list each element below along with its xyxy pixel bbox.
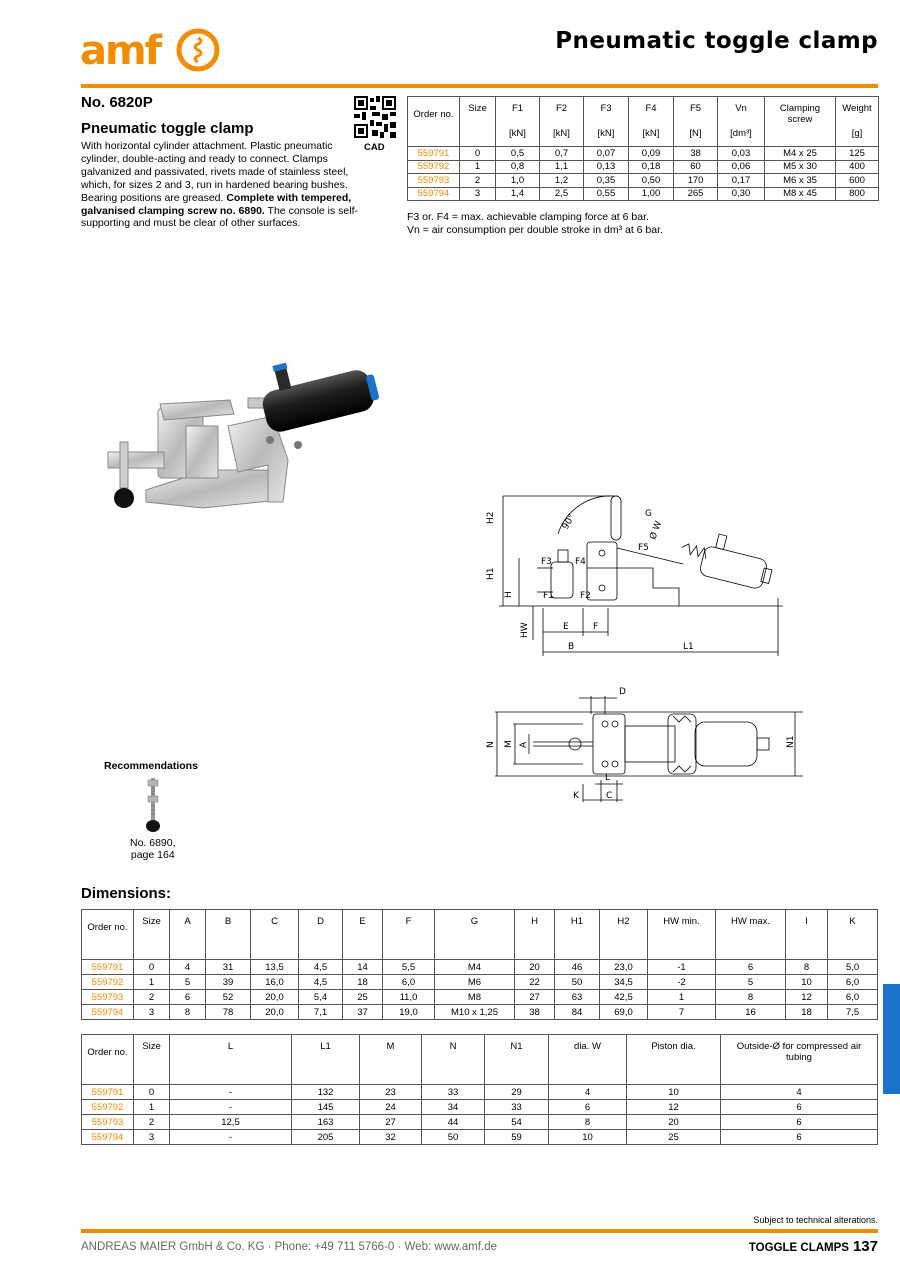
order-number-link[interactable]: 559791 xyxy=(82,1085,134,1100)
table-cell: 0,17 xyxy=(718,174,765,188)
table-cell: 0,5 xyxy=(496,147,540,161)
table-cell: 1 xyxy=(648,990,716,1005)
label-G: G xyxy=(645,509,652,519)
table-cell: 6 xyxy=(170,990,206,1005)
table-cell: 69,0 xyxy=(600,1005,648,1020)
label-A: A xyxy=(519,741,529,748)
table-cell: 4 xyxy=(549,1085,627,1100)
column-header: HW max. xyxy=(716,910,786,960)
column-header: L xyxy=(170,1035,292,1085)
table-cell: 6,0 xyxy=(828,975,878,990)
table-cell: 27 xyxy=(515,990,555,1005)
recommendations-caption xyxy=(130,837,176,861)
table-cell: 0,09 xyxy=(629,147,674,161)
table-cell: M4 x 25 xyxy=(765,147,836,161)
column-header: Size xyxy=(134,910,170,960)
table-cell: 600 xyxy=(836,174,879,188)
table-cell: 163 xyxy=(292,1115,360,1130)
table-cell: 20,0 xyxy=(251,990,299,1005)
table-cell: 4,5 xyxy=(299,960,343,975)
order-number-link[interactable]: 559794 xyxy=(82,1130,134,1145)
note-air: Vn = air consumption per double stroke in dm³ at 6 bar. xyxy=(407,224,663,236)
desc-bold: Complete with tempered, galvanised clamping screw no. 6890. xyxy=(81,191,352,217)
table-cell: 54 xyxy=(485,1115,549,1130)
spec-header-f3: F3 [kN] xyxy=(584,97,629,147)
section-tab[interactable] xyxy=(883,984,900,1094)
spec-header-f5: F5 [N] xyxy=(674,97,718,147)
table-cell: 6 xyxy=(549,1100,627,1115)
table-cell: 0,06 xyxy=(718,160,765,174)
label-K: K xyxy=(573,791,579,801)
label-B: B xyxy=(568,642,575,652)
spec-header-weight: Weight [g] xyxy=(836,97,879,147)
order-number-link[interactable]: 559794 xyxy=(82,1005,134,1020)
table-cell: 1,2 xyxy=(540,174,584,188)
table-cell: 0,07 xyxy=(584,147,629,161)
table-cell: 16,0 xyxy=(251,975,299,990)
spec-header-f2: F2 [kN] xyxy=(540,97,584,147)
table-cell: 3 xyxy=(460,187,496,201)
order-number-link[interactable]: 559792 xyxy=(82,1100,134,1115)
table-cell: 0,7 xyxy=(540,147,584,161)
table-cell: 4,5 xyxy=(299,975,343,990)
bottom-divider xyxy=(81,1229,878,1233)
label-H: H xyxy=(504,591,514,598)
table-cell: 1 xyxy=(134,1100,170,1115)
table-cell: 205 xyxy=(292,1130,360,1145)
table-cell: 0,8 xyxy=(496,160,540,174)
table-cell: 29 xyxy=(485,1085,549,1100)
table-cell: 6,0 xyxy=(383,975,435,990)
label-HW: HW xyxy=(520,622,530,638)
table-cell: M4 xyxy=(435,960,515,975)
spec-row xyxy=(408,147,879,161)
order-number-link[interactable]: 559793 xyxy=(82,1115,134,1130)
dim1-row xyxy=(82,1005,878,1020)
table-cell: 63 xyxy=(555,990,600,1005)
label-H2: H2 xyxy=(486,511,496,524)
column-header: A xyxy=(170,910,206,960)
table-cell: 12 xyxy=(627,1100,721,1115)
column-header: N1 xyxy=(485,1035,549,1085)
table-cell: 59 xyxy=(485,1130,549,1145)
table-cell: 0,03 xyxy=(718,147,765,161)
label-F: F xyxy=(593,622,599,632)
column-header: E xyxy=(343,910,383,960)
column-header: H2 xyxy=(600,910,648,960)
label-C: C xyxy=(606,791,613,801)
table-cell: 2 xyxy=(134,1115,170,1130)
spec-header-vn: Vn [dm³] xyxy=(718,97,765,147)
table-cell: 23 xyxy=(360,1085,422,1100)
spec-header-order: Order no. xyxy=(408,97,460,147)
spec-row xyxy=(408,174,879,188)
table-cell: 10 xyxy=(627,1085,721,1100)
table-cell: M6 x 35 xyxy=(765,174,836,188)
amf-logo xyxy=(80,26,220,74)
table-cell: 0,55 xyxy=(584,187,629,201)
table-cell: 38 xyxy=(515,1005,555,1020)
column-header: Size xyxy=(134,1035,170,1085)
table-cell: 0 xyxy=(134,960,170,975)
table-cell: 6 xyxy=(721,1115,878,1130)
column-header: Piston dia. xyxy=(627,1035,721,1085)
table-cell: 31 xyxy=(206,960,251,975)
column-header: Outside-Ø for compressed air tubing xyxy=(721,1035,878,1085)
table-cell: 22 xyxy=(515,975,555,990)
order-number-link[interactable]: 559791 xyxy=(408,147,460,161)
table-cell: 25 xyxy=(343,990,383,1005)
table-cell: 5,4 xyxy=(299,990,343,1005)
table-cell: 10 xyxy=(549,1130,627,1145)
table-cell: 3 xyxy=(134,1130,170,1145)
order-number-link[interactable]: 559793 xyxy=(408,174,460,188)
table-cell: - xyxy=(170,1085,292,1100)
table-cell: 2 xyxy=(134,990,170,1005)
label-E: E xyxy=(563,622,569,632)
product-number: No. 6820P xyxy=(81,94,153,111)
table-cell: 33 xyxy=(485,1100,549,1115)
desc-end: The console is self-supporting and must be clear of other surfaces. xyxy=(81,204,359,230)
table-cell: 34 xyxy=(422,1100,485,1115)
table-cell: 0 xyxy=(134,1085,170,1100)
dim2-row xyxy=(82,1115,878,1130)
column-header: M xyxy=(360,1035,422,1085)
order-number-link[interactable]: 559792 xyxy=(408,160,460,174)
table-cell: 24 xyxy=(360,1100,422,1115)
clamping-screw-image[interactable] xyxy=(138,776,168,836)
spec-row xyxy=(408,187,879,201)
table-cell: 12,5 xyxy=(170,1115,292,1130)
table-cell: 1,1 xyxy=(540,160,584,174)
table-cell: 20,0 xyxy=(251,1005,299,1020)
order-number-link[interactable]: 559793 xyxy=(82,990,134,1005)
label-F2: F2 xyxy=(580,591,591,601)
table-cell: 20 xyxy=(627,1115,721,1130)
table-cell: 18 xyxy=(786,1005,828,1020)
column-header: H1 xyxy=(555,910,600,960)
spec-header-size: Size xyxy=(460,97,496,147)
table-cell: 52 xyxy=(206,990,251,1005)
footer-section xyxy=(749,1238,878,1255)
top-view-drawing xyxy=(483,684,803,804)
table-cell: 2,5 xyxy=(540,187,584,201)
table-cell: - xyxy=(170,1100,292,1115)
footer-address: ANDREAS MAIER GmbH & Co. KG · Phone: +49 711 5766-0 · Web: www.amf.de xyxy=(81,1241,497,1253)
dim2-row xyxy=(82,1100,878,1115)
spec-row xyxy=(408,160,879,174)
table-cell: 7 xyxy=(648,1005,716,1020)
column-header: N xyxy=(422,1035,485,1085)
product-photo xyxy=(98,330,388,530)
side-view-drawing xyxy=(483,488,783,658)
column-header: B xyxy=(206,910,251,960)
label-F3: F3 xyxy=(541,557,552,567)
table-cell: 18 xyxy=(343,975,383,990)
table-cell: 50 xyxy=(555,975,600,990)
table-cell: - xyxy=(170,1130,292,1145)
product-description xyxy=(81,140,373,230)
table-cell: 145 xyxy=(292,1100,360,1115)
order-number-link[interactable]: 559791 xyxy=(82,960,134,975)
table-cell: 125 xyxy=(836,147,879,161)
table-cell: 0,50 xyxy=(629,174,674,188)
table-cell: 8 xyxy=(170,1005,206,1020)
table-cell: M8 x 45 xyxy=(765,187,836,201)
table-cell: 14 xyxy=(343,960,383,975)
footer-section-label: TOGGLE CLAMPS xyxy=(748,1242,849,1254)
table-cell: 27 xyxy=(360,1115,422,1130)
table-cell: 170 xyxy=(674,174,718,188)
dim2-row xyxy=(82,1085,878,1100)
table-cell: 6 xyxy=(721,1130,878,1145)
table-cell: 7,5 xyxy=(828,1005,878,1020)
spec-header-clamping: Clamping screw xyxy=(765,97,836,147)
table-cell: 5 xyxy=(170,975,206,990)
table-cell: 8 xyxy=(549,1115,627,1130)
table-cell: 265 xyxy=(674,187,718,201)
table-cell: 37 xyxy=(343,1005,383,1020)
table-cell: M10 x 1,25 xyxy=(435,1005,515,1020)
table-cell: 400 xyxy=(836,160,879,174)
recommendations-title: Recommendations xyxy=(104,760,198,772)
table-cell: 19,0 xyxy=(383,1005,435,1020)
dim1-row xyxy=(82,960,878,975)
table-cell: 4 xyxy=(170,960,206,975)
label-N: N xyxy=(486,741,496,748)
table-cell: 5,0 xyxy=(828,960,878,975)
order-number-link[interactable]: 559792 xyxy=(82,975,134,990)
spec-table xyxy=(407,96,879,201)
alteration-note: Subject to technical alterations. xyxy=(753,1215,878,1225)
rec-caption-line2: page 164 xyxy=(130,849,175,861)
table-cell: 6 xyxy=(721,1100,878,1115)
table-cell: 0 xyxy=(460,147,496,161)
table-cell: 44 xyxy=(422,1115,485,1130)
table-cell: 32 xyxy=(360,1130,422,1145)
column-header: K xyxy=(828,910,878,960)
table-cell: 132 xyxy=(292,1085,360,1100)
column-header: F xyxy=(383,910,435,960)
dim1-row xyxy=(82,990,878,1005)
table-cell: 42,5 xyxy=(600,990,648,1005)
table-cell: 78 xyxy=(206,1005,251,1020)
label-H1: H1 xyxy=(486,567,496,580)
table-cell: 8 xyxy=(786,960,828,975)
table-cell: 0,35 xyxy=(584,174,629,188)
table-cell: 6 xyxy=(716,960,786,975)
table-cell: 25 xyxy=(627,1130,721,1145)
table-cell: 34,5 xyxy=(600,975,648,990)
label-F1: F1 xyxy=(543,591,554,601)
table-cell: 1 xyxy=(460,160,496,174)
table-cell: 1,0 xyxy=(496,174,540,188)
table-cell: 0,30 xyxy=(718,187,765,201)
label-angle: 90° xyxy=(560,512,578,532)
dimensions-title: Dimensions: xyxy=(81,885,172,902)
dim2-row xyxy=(82,1130,878,1145)
spec-notes xyxy=(407,211,663,237)
label-N1: N1 xyxy=(786,735,796,748)
table-cell: 39 xyxy=(206,975,251,990)
table-cell: 800 xyxy=(836,187,879,201)
dimensions-table-2 xyxy=(81,1034,878,1145)
table-cell: 12 xyxy=(786,990,828,1005)
column-header: G xyxy=(435,910,515,960)
table-cell: -2 xyxy=(648,975,716,990)
table-cell: 23,0 xyxy=(600,960,648,975)
top-divider xyxy=(81,84,878,88)
table-cell: 6,0 xyxy=(828,990,878,1005)
table-cell: 1,00 xyxy=(629,187,674,201)
table-cell: 38 xyxy=(674,147,718,161)
page-title: Pneumatic toggle clamp xyxy=(555,28,878,54)
table-cell: 4 xyxy=(721,1085,878,1100)
table-cell: 11,0 xyxy=(383,990,435,1005)
table-cell: 84 xyxy=(555,1005,600,1020)
label-M: M xyxy=(504,740,514,748)
table-cell: 20 xyxy=(515,960,555,975)
table-cell: 1,4 xyxy=(496,187,540,201)
table-cell: 5 xyxy=(716,975,786,990)
label-L1: L1 xyxy=(683,642,694,652)
desc-intro: With horizontal cylinder attachment. Plastic pneumatic cylinder, double-acting and ready to connect. Clamps galvanized and passivated, rivets made of stainless steel, which, for sizes 2 and 3, run in hardened bearing bushes. Bearing positions are greased. xyxy=(81,140,349,204)
column-header: Order no. xyxy=(82,910,134,960)
rec-caption-line1: No. 6890, xyxy=(130,837,176,849)
label-L: L xyxy=(605,773,611,783)
cad-label: CAD xyxy=(364,142,385,153)
column-header: D xyxy=(299,910,343,960)
table-cell: 0,18 xyxy=(629,160,674,174)
table-cell: 16 xyxy=(716,1005,786,1020)
column-header: C xyxy=(251,910,299,960)
table-cell: 8 xyxy=(716,990,786,1005)
spec-header-f1: F1 [kN] xyxy=(496,97,540,147)
table-cell: 50 xyxy=(422,1130,485,1145)
spec-header-f4: F4 [kN] xyxy=(629,97,674,147)
dimensions-table-1 xyxy=(81,909,878,1020)
table-cell: 0,13 xyxy=(584,160,629,174)
column-header: HW min. xyxy=(648,910,716,960)
table-cell: 13,5 xyxy=(251,960,299,975)
note-force: F3 or. F4 = max. achievable clamping force at 6 bar. xyxy=(407,211,649,223)
table-cell: 33 xyxy=(422,1085,485,1100)
table-cell: -1 xyxy=(648,960,716,975)
dim1-row xyxy=(82,975,878,990)
table-cell: M5 x 30 xyxy=(765,160,836,174)
dim2-header-row xyxy=(82,1035,878,1085)
table-cell: M8 xyxy=(435,990,515,1005)
label-F4: F4 xyxy=(575,557,586,567)
product-name: Pneumatic toggle clamp xyxy=(81,120,254,137)
table-cell: 46 xyxy=(555,960,600,975)
column-header: Order no. xyxy=(82,1035,134,1085)
spec-header-row xyxy=(408,97,879,147)
label-F5: F5 xyxy=(638,543,649,553)
page-number: 137 xyxy=(852,1238,878,1255)
qr-code-icon[interactable] xyxy=(354,96,396,138)
table-cell: 60 xyxy=(674,160,718,174)
table-cell: 3 xyxy=(134,1005,170,1020)
column-header: H xyxy=(515,910,555,960)
table-cell: 10 xyxy=(786,975,828,990)
order-number-link[interactable]: 559794 xyxy=(408,187,460,201)
svg-text:amf: amf xyxy=(80,28,161,74)
column-header: dia. W xyxy=(549,1035,627,1085)
table-cell: M6 xyxy=(435,975,515,990)
column-header: I xyxy=(786,910,828,960)
table-cell: 7,1 xyxy=(299,1005,343,1020)
dim1-header-row xyxy=(82,910,878,960)
column-header: L1 xyxy=(292,1035,360,1085)
table-cell: 1 xyxy=(134,975,170,990)
table-cell: 2 xyxy=(460,174,496,188)
label-D: D xyxy=(619,687,626,697)
table-cell: 5,5 xyxy=(383,960,435,975)
label-W: Ø W xyxy=(648,519,665,542)
